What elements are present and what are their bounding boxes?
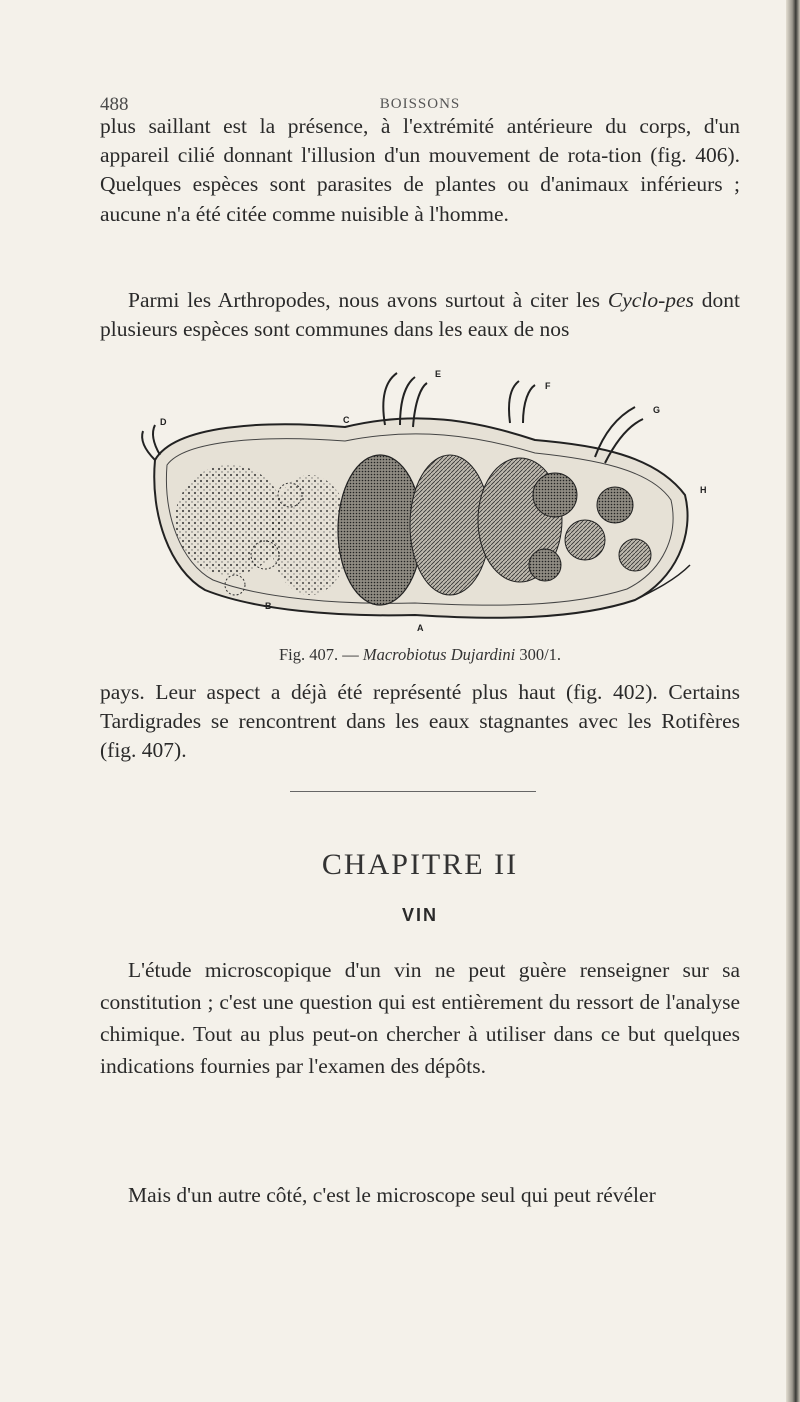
- section-title: VIN: [401, 905, 438, 925]
- section-divider: [290, 791, 536, 792]
- figure-caption: [100, 645, 740, 665]
- figure-label-c: C: [343, 415, 350, 425]
- page-number: 488: [100, 94, 129, 115]
- figure-label-b: B: [265, 601, 272, 611]
- paragraph-3: pays. Leur aspect a déjà été représenté plus haut (fig. 402). Certains Tardigrades se rencontrent dans les eaux stagnantes avec les Rotifères (fig. 407).: [100, 680, 740, 763]
- paragraph-5: Mais d'un autre côté, c'est le microscope seul qui peut révéler: [128, 1183, 656, 1207]
- figure-label-h: H: [700, 485, 707, 495]
- figure-407-illustration: [115, 365, 720, 635]
- figure-label-d: D: [160, 417, 167, 427]
- figure-label-a: A: [417, 623, 424, 633]
- figure-label-f: F: [545, 381, 551, 391]
- paragraph-2-text-end: dont plusieurs espèces sont communes dans les eaux de nos: [100, 288, 740, 342]
- page-edge: [786, 0, 800, 1402]
- figure-label-g: G: [653, 405, 661, 415]
- paragraph-1: plus saillant est la présence, à l'extrémité antérieure du corps, d'un appareil cilié donnant l'illusion d'un mouvement de rota-tion (fig. 406). Quelques espèces sont parasites de plantes ou d'animaux inférieurs ; aucune n'a été citée comme nuisible à l'homme.: [100, 114, 740, 226]
- chapter-title: CHAPITRE II: [321, 848, 519, 881]
- figure-caption-species: Macrobiotus Dujardini: [362, 645, 516, 664]
- running-head: BOISSONS: [379, 96, 461, 112]
- paragraph-2: [100, 286, 740, 344]
- figure-label-e: E: [435, 369, 442, 379]
- figure-caption-scale: 300/1.: [515, 645, 562, 664]
- figure-caption-prefix: Fig. 407. —: [278, 645, 363, 664]
- paragraph-2-italic: Cyclo-pes: [607, 288, 694, 312]
- paragraph-4: L'étude microscopique d'un vin ne peut guère renseigner sur sa constitution ; c'est une question qui est entièrement du ressort de l'analyse chimique. Tout au plus peut-on chercher à utiliser dans ce but quelques indications fournies par l'examen des dépôts.: [100, 958, 740, 1078]
- paragraph-2-text-start: Parmi les Arthropodes, nous avons surtout à citer les: [128, 288, 608, 312]
